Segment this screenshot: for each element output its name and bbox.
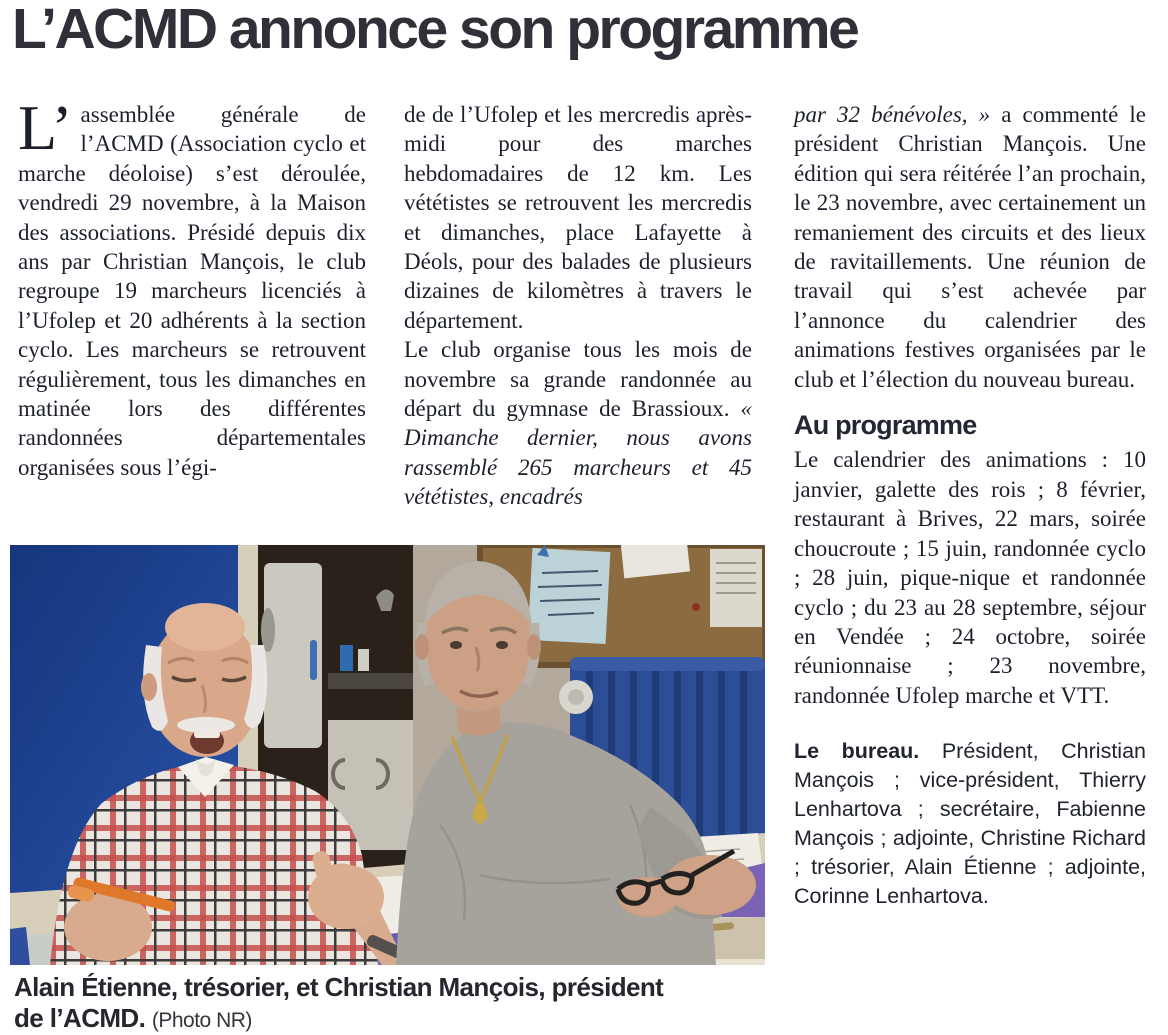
text-segment: assemblée générale de l’ACMD (Association cyclo et marche déoloise) s’est déroulée, vendredi 29 novembre, à la Maison des associations. Présidé depuis dix ans par Christian Mançois, le club regroupe 19 marcheurs licenciés à l’Ufolep et 20 adhérents à la section cyclo. Les marcheurs se retrouvent régulièrement, tous les dimanches en matinée lors des différentes randonnées départementales organisées sous l’égi- (18, 102, 366, 480)
article-column-2 (404, 100, 752, 512)
caption-credit: (Photo NR) (151, 1009, 252, 1032)
article-headline: L’ACMD annonce son programme (12, 0, 858, 61)
text-segment: de de l’Ufolep et les mercredis après-midi pour des marches hebdomadaires de 12 km. Les vététistes se retrouvent les mercredis et dimanches, place Lafayette à Déols, pour des balades de plusieurs dizaines de kilomètres à travers le département. (404, 102, 752, 333)
article-column-1 (18, 92, 366, 482)
article-paragraph (794, 445, 1146, 710)
text-segment: « Dimanche dernier, nous avons rassemblé 265 marcheurs et 45 vététistes, encadrés (404, 396, 752, 510)
bureau-paragraph (794, 737, 1146, 911)
article-paragraph (404, 100, 752, 335)
article-paragraph (404, 335, 752, 511)
article-photo (10, 545, 765, 965)
text-segment: Le calendrier des animations : 10 janvier, galette des rois ; 8 février, restaurant à Brives, 22 mars, soirée choucroute ; 15 juin, randonnée cyclo ; 28 juin, pique-nique et randonnée cyclo ; du 23 au 28 septembre, séjour en Vendée ; 24 octobre, soirée réunionnaise ; 23 novembre, randonnée Ufolep marche et VTT. (794, 447, 1146, 708)
text-segment: a commenté le président Christian Mançois. Une édition qui sera réitérée l’an prochain, le 23 novembre, avec certainement un remaniement des circuits et des lieux de ravitaillements. Une réunion de travail qui s’est achevée par l’annonce du calendrier des animations festives organisées par le club et l’élection du nouveau bureau. (794, 102, 1146, 392)
drop-cap: L’ (18, 92, 73, 163)
text-segment: Le bureau. (794, 739, 920, 764)
text-segment: Le club organise tous les mois de novembre sa grande randonnée au départ du gymnase de Brassioux. (404, 337, 752, 422)
caption-text: Alain Étienne, trésorier, et Christian Mançois, président de l’ACMD. (14, 972, 664, 1033)
article-column-3 (794, 100, 1146, 911)
section-subhead: Au programme (794, 410, 977, 441)
text-segment: Président, Christian Mançois ; vice-président, Thierry Lenhartova ; secrétaire, Fabienne Mançois ; adjointe, Christine Richard ; trésorier, Alain Étienne ; adjointe, Corinne Lenhartova. (794, 739, 1146, 909)
article-paragraph (18, 92, 366, 482)
text-segment: par 32 bénévoles, » (794, 102, 991, 127)
article-paragraph (794, 100, 1146, 394)
photo-illustration (10, 545, 765, 965)
photo-caption (14, 972, 674, 1035)
